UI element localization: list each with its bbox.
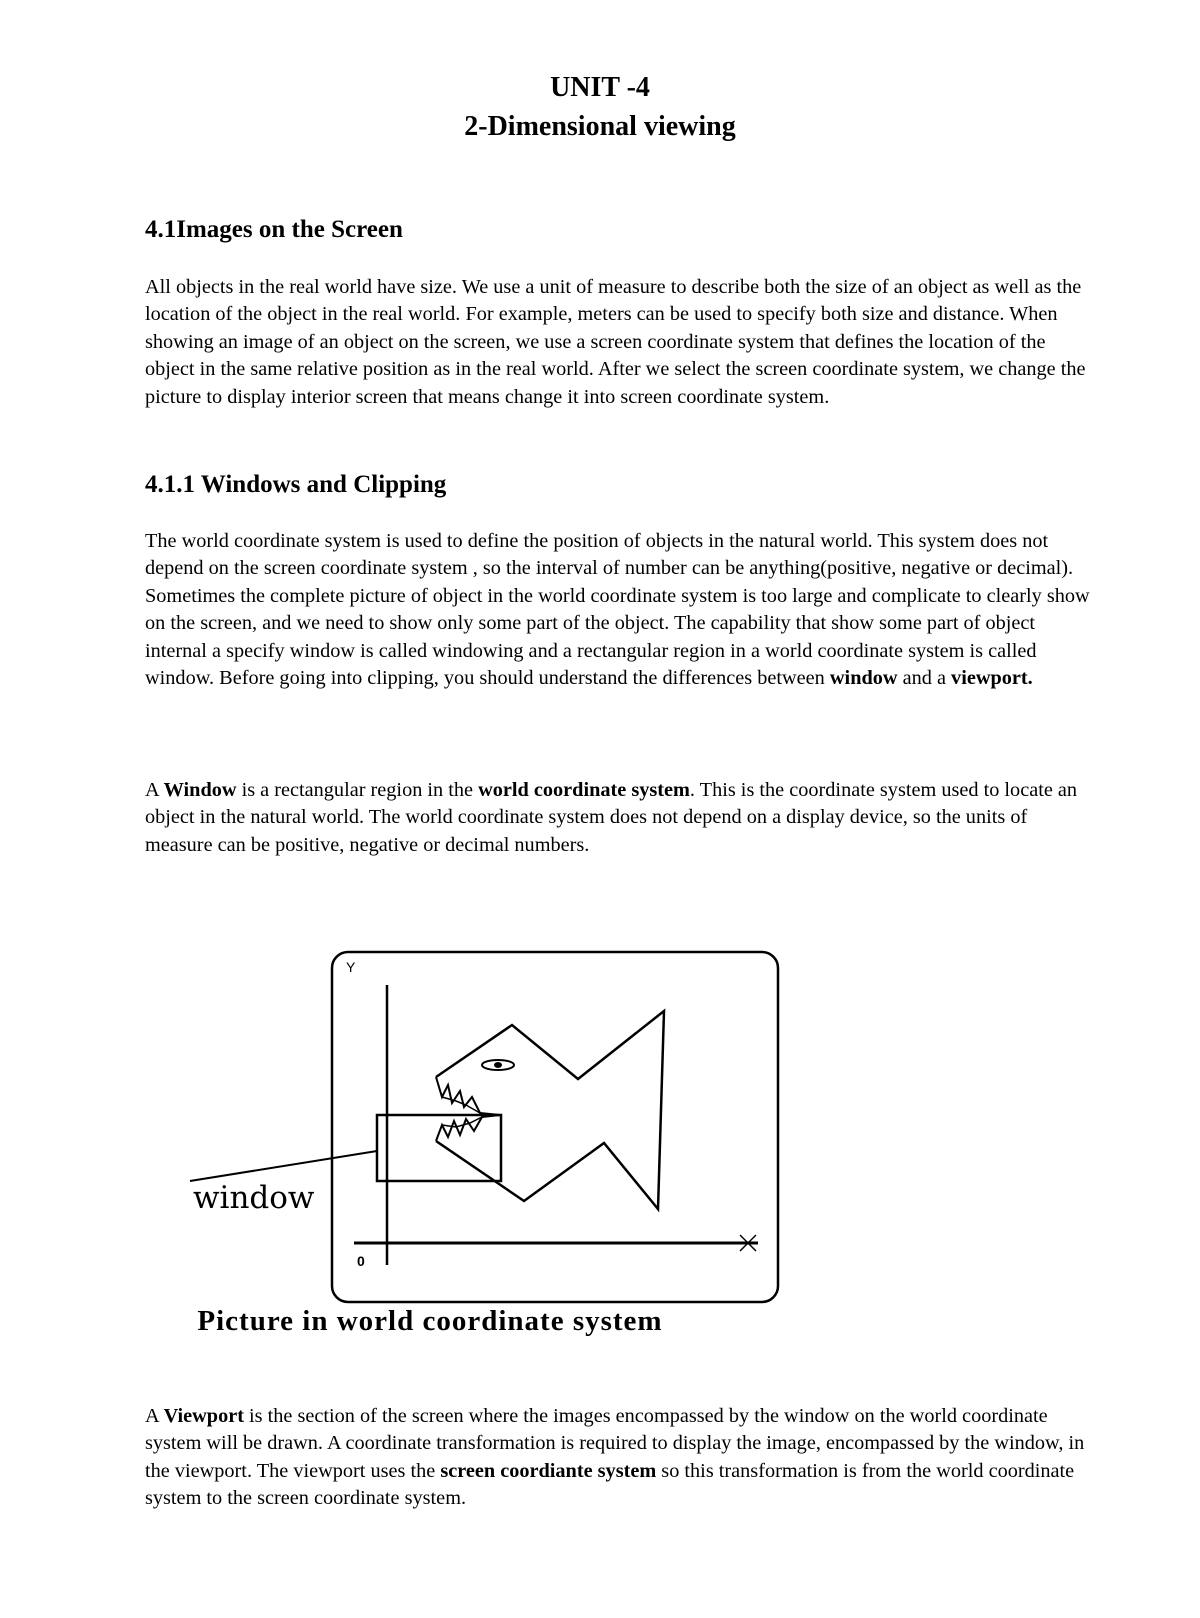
section-heading-4-1: 4.1Images on the Screen <box>145 216 403 243</box>
fish-upper-teeth <box>436 1077 500 1115</box>
text-middle: is a rectangular region in the <box>236 779 479 801</box>
term-window: window <box>829 667 898 690</box>
fish-diagram <box>180 945 900 1345</box>
fish-lower-teeth <box>436 1115 500 1141</box>
text-middle: is the section of the screen where the images encompassed by the window on the world coordinate system will be drawn. A coordinate transformation is required to display the image, encompassed by the window, in the viewport. The viewport uses the <box>145 1405 1085 1482</box>
chapter-title: 2-Dimensional viewing <box>464 111 736 142</box>
figure-caption: Picture in world coordinate system <box>197 1305 663 1337</box>
section-4-1-paragraph: All objects in the real world have size. We use a unit of measure to describe both the size of an object as well as the location of the object in the real world. For example, meters can be used to specify both size and distance. When showing an image of an object on the screen, we use a screen coordinate system that defines the location of the object in the same relative position as in the real world. After we select the screen coordinate system, we change the picture to display interior screen that means change it into screen coordinate system. <box>145 276 1086 408</box>
text-rest: . This is the coordinate system used to locate an object in the natural world. The world coordinate system does not depend on a display device, so the units of measure can be positive, negative or decimal numbers. <box>145 779 1078 856</box>
term-screen-coordinate-system: screen coordiante system <box>440 1459 657 1482</box>
world-coordinate-figure <box>180 945 900 1345</box>
unit-title: UNIT -4 <box>550 72 650 103</box>
paragraph-text: The world coordinate system is used to define the position of objects in the natural world. This system does not depend on the screen coordinate system , so the interval of number can be anything(positive, negative or decimal). Sometimes the complete picture of object in the world coordinate system is too large and complicate to clearly show on the screen, and we need to show only some part of the object. The capability that show some part of object internal a specify window is called windowing and a rectangular region in a world coordinate system is called window. Before going into clipping, you should understand the differences between <box>145 530 1090 690</box>
window-label: window <box>193 1180 315 1216</box>
term-window-def: Window <box>163 779 237 801</box>
paragraph-connector: and a <box>897 667 952 690</box>
origin-label: 0 <box>357 1253 365 1269</box>
viewport-definition-paragraph <box>145 1403 1095 1513</box>
term-world-coordinate-system: world coordinate system <box>478 779 690 801</box>
term-viewport-def: Viewport <box>163 1405 244 1427</box>
figure-frame <box>332 952 778 1302</box>
window-definition-paragraph <box>145 777 1095 859</box>
text-rest: so this transformation is from the world coordinate system to the screen coordinate system. <box>145 1459 1075 1510</box>
windows-clipping-paragraph <box>145 528 1095 692</box>
y-axis-label: Y <box>346 959 356 975</box>
term-viewport: viewport. <box>951 667 1033 690</box>
window-pointer-line <box>190 1151 377 1181</box>
window-rectangle <box>377 1115 501 1181</box>
section-heading-4-1-1: 4.1.1 Windows and Clipping <box>145 471 447 498</box>
text-prefix: A <box>145 1405 164 1427</box>
text-prefix: A <box>145 779 164 801</box>
fish-outline <box>436 1011 664 1209</box>
